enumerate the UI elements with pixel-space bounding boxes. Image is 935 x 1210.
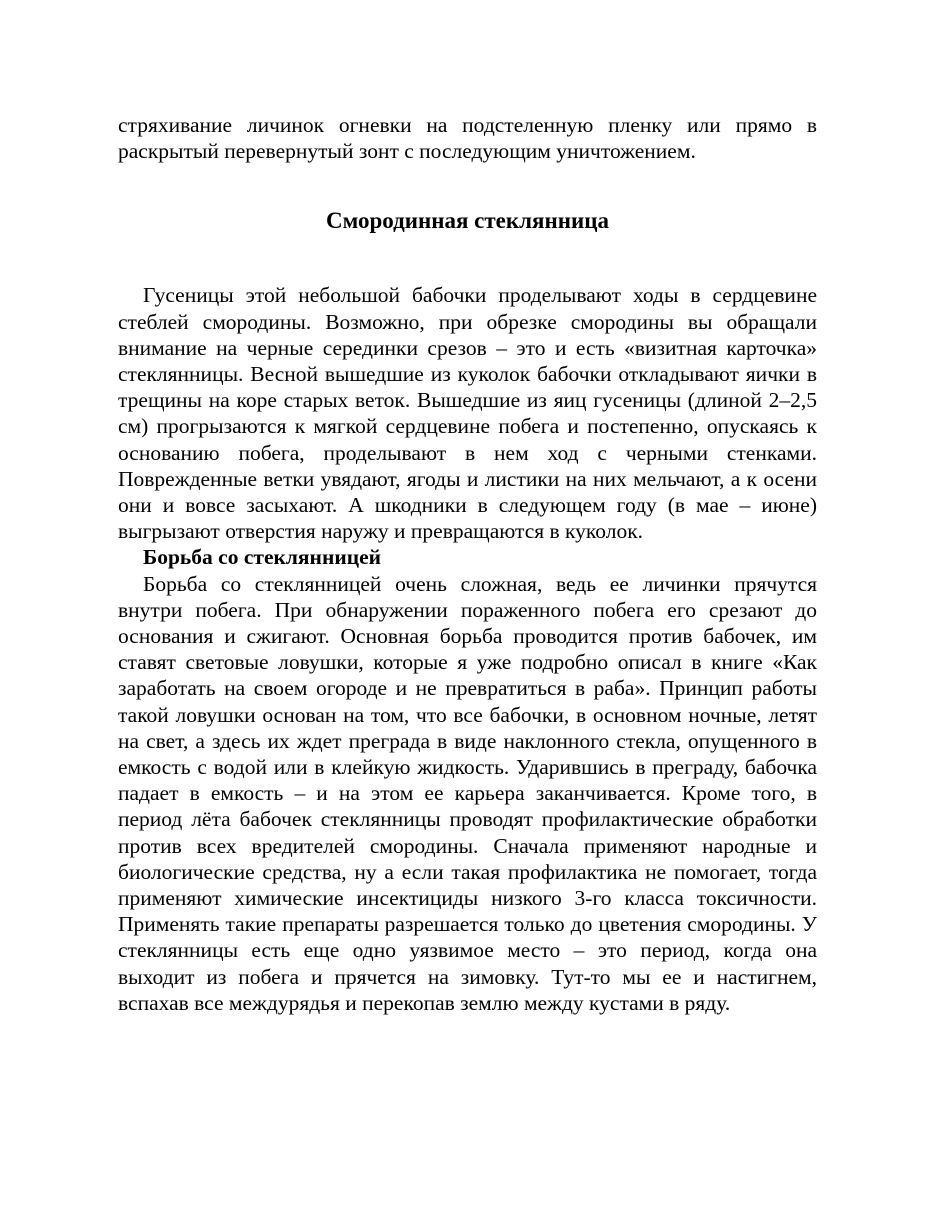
intro-paragraph: стряхивание личинок огневки на подстеленную пленку или прямо в раскрытый перевернутый зонт с последующим уничтожением.	[118, 113, 817, 164]
body-paragraph-2: Борьба со стеклянницей очень сложная, ведь ее личинки прячутся внутри побега. При обнаружении пораженного побега его срезают до основания и сжигают. Основная борьба проводится против бабочек, им ставят световые ловушки, которые я уже подробно описал в книге «Как заработать на своем огороде и не превратиться в раба». Принцип работы такой ловушки основан на том, что все бабочки, в основном ночные, летят на свет, а здесь их ждет преграда в виде наклонного стекла, опущенного в емкость с водой или в клейкую жидкость. Ударившись в преграду, бабочка падает в емкость – и на этом ее карьера заканчивается. Кроме того, в период лёта бабочек стеклянницы проводят профилактические обработки против всех вредителей смородины. Сначала применяют народные и биологические средства, ну а если такая профилактика не помогает, тогда применяют химические инсектициды низкого 3-го класса токсичности. Применять такие препараты разрешается только до цветения смородины. У стеклянницы есть еще одно уязвимое место – это период, когда она выходит из побега и прячется на зимовку. Тут-то мы ее и настигнем, вспахав все междурядья и перекопав землю между кустами в ряду.	[118, 571, 817, 1015]
document-page	[118, 112, 817, 1016]
body-paragraph-1: Гусеницы этой небольшой бабочки проделывают ходы в сердцевине стеблей смородины. Возможно, при обрезке смородины вы обращали внимание на черные серединки срезов – это и есть «визитная карточка» стеклянницы. Весной вышедшие из куколок бабочки откладывают яички в трещины на коре старых веток. Вышедшие из яиц гусеницы (длиной 2–2,5 см) прогрызаются к мягкой сердцевине побега и постепенно, опускаясь к основанию побега, проделывают в нем ход с черными стенками. Поврежденные ветки увядают, ягоды и листики на них мельчают, а к осени они и вовсе засыхают. А шкодники в следующем году (в мае – июне) выгрызают отверстия наружу и превращаются в куколок.	[118, 283, 817, 544]
section-title: Смородинная стеклянница	[325, 208, 609, 234]
subsection-title: Борьба со стеклянницей	[143, 545, 382, 570]
